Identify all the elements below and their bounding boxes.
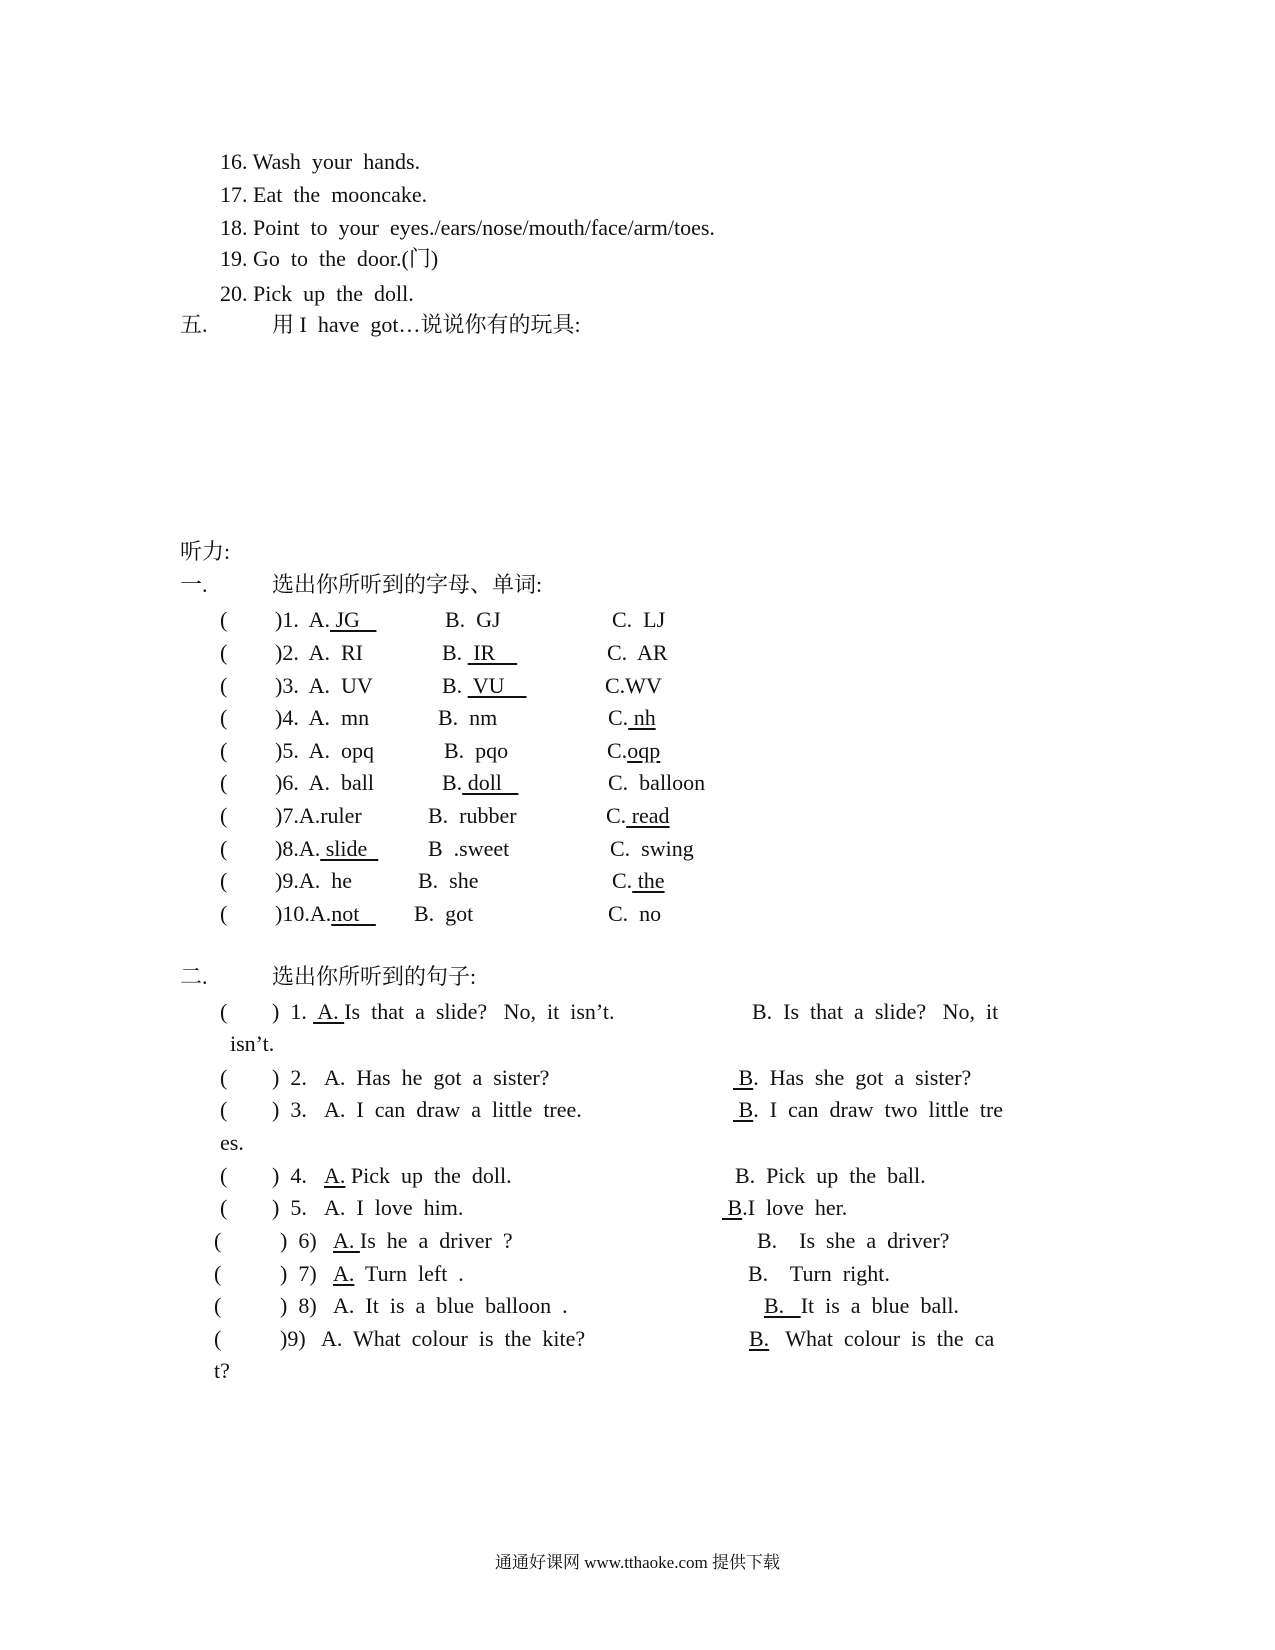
sentence-option-a bbox=[324, 1162, 512, 1190]
footer-credit: 通通好课网 www.tthaoke.com 提供下载 bbox=[494, 1553, 781, 1572]
wrapped-text: t? bbox=[214, 1358, 230, 1383]
question-option-c bbox=[612, 867, 665, 895]
sentence-number: ) 3. bbox=[272, 1097, 307, 1122]
question-option-c: C. AR bbox=[607, 640, 668, 665]
sentence-number: )9) bbox=[280, 1326, 306, 1351]
sentence-option-b bbox=[733, 1096, 1003, 1124]
sentence-option-b bbox=[733, 1064, 971, 1092]
sentence-option-a: A. It is a blue balloon . bbox=[333, 1293, 568, 1318]
underlined-answer: the bbox=[632, 868, 665, 893]
command-18: 18. Point to your eyes./ears/nose/mouth/face/arm/toes. bbox=[220, 215, 715, 240]
answer-paren: ( bbox=[220, 738, 228, 763]
sentence-option-b bbox=[764, 1292, 959, 1320]
sentence-option-a: A. Has he got a sister? bbox=[324, 1065, 550, 1090]
sentence-a-text: Pick up the doll. bbox=[345, 1163, 512, 1188]
answer-paren: ( bbox=[214, 1293, 222, 1318]
option-b-label: B. bbox=[442, 770, 463, 795]
sentence-option-a: A. I love him. bbox=[324, 1195, 464, 1220]
question-option-c: C. balloon bbox=[608, 770, 706, 795]
sentence-a-text: Turn left . bbox=[354, 1261, 464, 1286]
question-option-a: )9.A. he bbox=[275, 868, 352, 893]
section2-number: 二. bbox=[180, 964, 208, 989]
sentence-b-text: . Has she got a sister? bbox=[753, 1065, 972, 1090]
sentence-number: ) 2. bbox=[272, 1065, 307, 1090]
question-option-b: B .sweet bbox=[428, 836, 510, 861]
sentence-number: ) 4. bbox=[272, 1163, 307, 1188]
question-option-a bbox=[275, 606, 376, 634]
sentence-b-text: What colour is the ca bbox=[769, 1326, 995, 1351]
command-19: 19. Go to the door.(门) bbox=[220, 246, 439, 271]
sentence-number: ) 7) bbox=[280, 1261, 317, 1286]
section1-number: 一. bbox=[180, 572, 208, 597]
wrapped-text: isn’t. bbox=[230, 1031, 275, 1056]
underlined-answer: A. bbox=[333, 1228, 360, 1253]
question-option-a: )3. A. UV bbox=[275, 673, 373, 698]
sentence-option-a: A. I can draw a little tree. bbox=[324, 1097, 582, 1122]
sentence-number: ) 8) bbox=[280, 1293, 317, 1318]
underlined-answer: oqp bbox=[627, 738, 661, 763]
option-c-label: C. bbox=[612, 868, 633, 893]
answer-paren: ( bbox=[220, 607, 228, 632]
underlined-answer: A. bbox=[324, 1163, 346, 1188]
sentence-option-b: B. Is she a driver? bbox=[757, 1228, 950, 1253]
question-option-b: B. she bbox=[418, 868, 479, 893]
underlined-answer: IR bbox=[467, 640, 518, 665]
option-b-label: B. bbox=[442, 640, 463, 665]
sentence-b-text: . I can draw two little tre bbox=[753, 1097, 1004, 1122]
question-option-a: )7.A.ruler bbox=[275, 803, 362, 828]
sentence-option-b: B. Is that a slide? No, it bbox=[752, 999, 999, 1024]
underlined-answer: B. bbox=[764, 1293, 801, 1318]
question-option-a bbox=[275, 835, 378, 863]
question-option-b: B. got bbox=[414, 901, 474, 926]
sentence-a-text: Is that a slide? No, it isn’t. bbox=[344, 999, 615, 1024]
underlined-answer: JG bbox=[330, 607, 377, 632]
wrapped-text: es. bbox=[220, 1130, 244, 1155]
sentence-option-b: B. Turn right. bbox=[748, 1261, 890, 1286]
underlined-answer: B bbox=[722, 1195, 743, 1220]
underlined-answer: B bbox=[733, 1097, 754, 1122]
sentence-option-a bbox=[313, 998, 614, 1026]
question-option-b: B. pqo bbox=[444, 738, 509, 763]
question-option-b bbox=[442, 769, 518, 797]
sentence-option-b: B. Pick up the ball. bbox=[735, 1163, 926, 1188]
option-a-label: )1. A. bbox=[275, 607, 330, 632]
sentence-option-a: A. What colour is the kite? bbox=[321, 1326, 586, 1351]
option-a-label: )8.A. bbox=[275, 836, 321, 861]
option-a-label: )10.A. bbox=[275, 901, 332, 926]
underlined-answer: doll bbox=[462, 770, 519, 795]
command-16: 16. Wash your hands. bbox=[220, 149, 421, 174]
sentence-number: ) 1. bbox=[272, 999, 307, 1024]
underlined-answer: B. bbox=[749, 1326, 770, 1351]
answer-paren: ( bbox=[220, 803, 228, 828]
answer-paren: ( bbox=[220, 836, 228, 861]
question-option-b: B. rubber bbox=[428, 803, 517, 828]
command-20: 20. Pick up the doll. bbox=[220, 281, 414, 306]
sentence-option-a bbox=[333, 1227, 513, 1255]
sentence-b-text: It is a blue ball. bbox=[800, 1293, 959, 1318]
sentence-number: ) 5. bbox=[272, 1195, 307, 1220]
question-option-b bbox=[442, 672, 527, 700]
sentence-option-b bbox=[722, 1194, 847, 1222]
sentence-option-a bbox=[333, 1260, 464, 1288]
underlined-answer: A. bbox=[333, 1261, 355, 1286]
underlined-answer: VU bbox=[467, 673, 527, 698]
answer-paren: ( bbox=[214, 1326, 222, 1351]
option-c-label: C. bbox=[606, 803, 627, 828]
section5-number: 五. bbox=[180, 312, 208, 337]
answer-paren: ( bbox=[220, 999, 228, 1024]
question-option-c: C. swing bbox=[610, 836, 694, 861]
underlined-answer: read bbox=[626, 803, 670, 828]
listening-heading: 听力: bbox=[180, 539, 231, 564]
question-option-c bbox=[606, 802, 670, 830]
option-b-label: B. bbox=[442, 673, 463, 698]
question-option-b bbox=[442, 639, 517, 667]
answer-paren: ( bbox=[220, 868, 228, 893]
option-c-label: C. bbox=[608, 705, 629, 730]
section1-title: 选出你所听到的字母、单词: bbox=[272, 572, 543, 597]
question-option-a bbox=[275, 900, 376, 928]
question-option-c: C. no bbox=[608, 901, 662, 926]
question-option-a: )6. A. ball bbox=[275, 770, 374, 795]
sentence-b-text: .I love her. bbox=[742, 1195, 848, 1220]
sentence-a-text: Is he a driver ? bbox=[359, 1228, 513, 1253]
underlined-answer: not bbox=[331, 901, 376, 926]
question-option-a: )4. A. mn bbox=[275, 705, 370, 730]
answer-paren: ( bbox=[220, 705, 228, 730]
answer-paren: ( bbox=[220, 673, 228, 698]
answer-paren: ( bbox=[220, 1163, 228, 1188]
answer-paren: ( bbox=[220, 1097, 228, 1122]
answer-paren: ( bbox=[220, 901, 228, 926]
question-option-c bbox=[608, 704, 656, 732]
answer-paren: ( bbox=[220, 1195, 228, 1220]
option-c-label: C. bbox=[607, 738, 628, 763]
answer-paren: ( bbox=[220, 1065, 228, 1090]
underlined-answer: B bbox=[733, 1065, 754, 1090]
question-option-a: )2. A. RI bbox=[275, 640, 363, 665]
answer-paren: ( bbox=[214, 1261, 222, 1286]
answer-paren: ( bbox=[220, 770, 228, 795]
command-17: 17. Eat the mooncake. bbox=[220, 182, 428, 207]
answer-paren: ( bbox=[220, 640, 228, 665]
question-option-c: C.WV bbox=[605, 673, 662, 698]
underlined-answer: nh bbox=[628, 705, 656, 730]
sentence-number: ) 6) bbox=[280, 1228, 317, 1253]
underlined-answer: slide bbox=[320, 836, 379, 861]
sentence-option-b bbox=[749, 1325, 994, 1353]
question-option-b: B. nm bbox=[438, 705, 498, 730]
section2-title: 选出你所听到的句子: bbox=[272, 964, 477, 989]
section5-title: 用 I have got…说说你有的玩具: bbox=[272, 312, 581, 337]
question-option-a: )5. A. opq bbox=[275, 738, 374, 763]
underlined-answer: A. bbox=[313, 999, 345, 1024]
question-option-c bbox=[607, 737, 660, 765]
answer-paren: ( bbox=[214, 1228, 222, 1253]
question-option-b: B. GJ bbox=[445, 607, 501, 632]
question-option-c: C. LJ bbox=[612, 607, 666, 632]
